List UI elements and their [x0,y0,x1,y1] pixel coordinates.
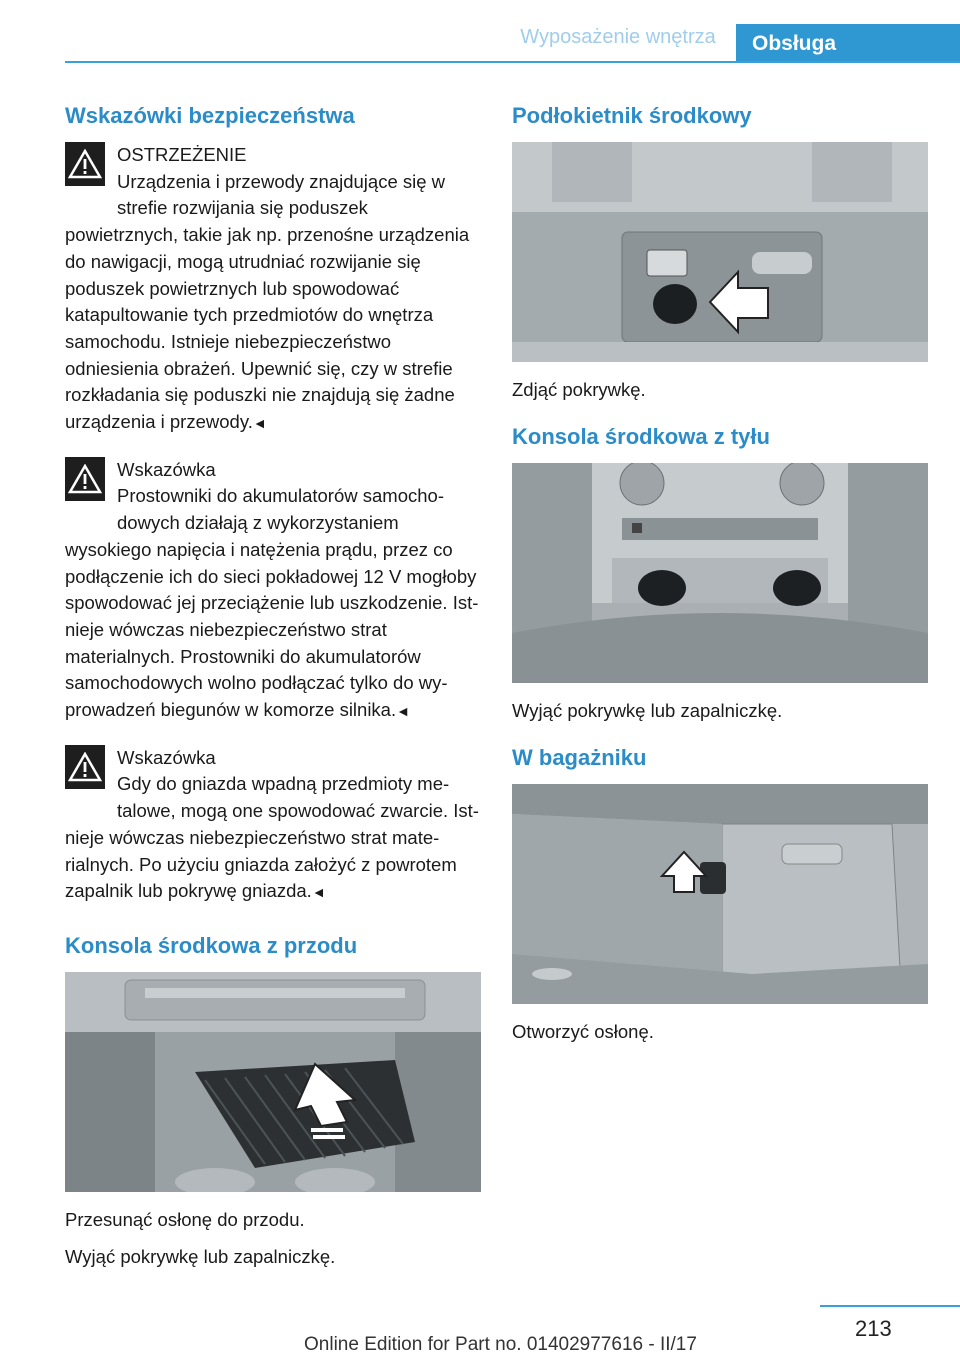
warning-triangle-icon [65,745,105,801]
end-mark: ◄ [311,884,326,901]
warning-title: Wskazówka [117,458,216,480]
armrest-heading: Podłokietnik środkowy [512,103,752,128]
trunk-caption: Otworzyć osłonę. [512,1021,654,1042]
armrest-photo [512,142,928,362]
rear-console-heading: Konsola środkowa z tyłu [512,424,770,449]
footer-rule [820,1305,960,1307]
left-column [65,96,481,1280]
warning-triangle-icon [65,457,105,513]
warning-block-1 [65,142,481,437]
warning-text: Urządzenia i przewody znajdujące się w strefie rozwijania się poduszek powietrznych, takie jak np. przenośne urządzenia do nawigacji, mogą utrudniać rozwijanie się poduszek powietrznych lub spowodować katapultowanie tych przedmiotów do wnętrza samochodu. Istnieje niebezpieczeństwo odniesienia obrażeń. Upewnić się, czy w strefie rozkładania się poduszki nie znajdują się żadne urządzenia i przewody. [65,170,470,433]
header-chapter-tab: Obsługa [736,24,960,63]
end-mark: ◄ [396,703,410,720]
rear-caption: Wyjąć pokrywkę lub zapalniczkę. [512,700,783,721]
warning-triangle-icon [65,142,105,198]
warning-block-3 [65,745,481,906]
header-section-title: Wyposażenie wnętrza [520,26,716,48]
safety-heading: Wskazówki bezpieczeństwa [65,103,355,128]
header-rule [65,61,960,63]
warning-text: Prostowniki do akumulatorów samochodowych działają z wykorzystaniem wysokiego napięcia i natężenia prądu, przez co podłączenie ich do sieci pokładowej 12 V mogłoby spowodować jej przeciążenie lub uszkodzenie. Istnieje wówczas niebezpieczeństwo strat materialnych. Prostowniki do akumulatorów samochodowych wolno podłączać tylko do wyprowadzeń biegunów w komorze silnika. [65,485,479,721]
trunk-photo [512,784,928,1004]
end-mark: ◄ [252,415,267,432]
footer-edition: Online Edition for Part no. 01402977616 - II/17 [304,1334,697,1355]
front-caption-1: Przesunąć osłonę do przodu. [65,1208,305,1230]
warning-title: OSTRZEŻENIE [117,144,247,165]
right-column [512,96,928,1055]
armrest-caption: Zdjąć pokrywkę. [512,379,646,400]
front-caption-2: Wyjąć pokrywkę lub zapalniczkę. [65,1245,336,1267]
trunk-heading: W bagażniku [512,745,647,770]
warning-title: Wskazówka [117,746,216,768]
rear-console-photo [512,463,928,683]
front-console-photo [65,972,481,1192]
front-console-heading: Konsola środkowa z przodu [65,932,358,958]
page-number: 213 [855,1316,892,1341]
warning-block-2 [65,457,481,725]
warning-text: Gdy do gniazda wpadną przedmioty metalowe, mogą one spowodować zwarcie. Istnieje wówczas niebezpieczeństwo strat materialnych. Po użyciu gniazda założyć z powrotem zapalnik lub pokrywę gniazda. [65,773,479,902]
